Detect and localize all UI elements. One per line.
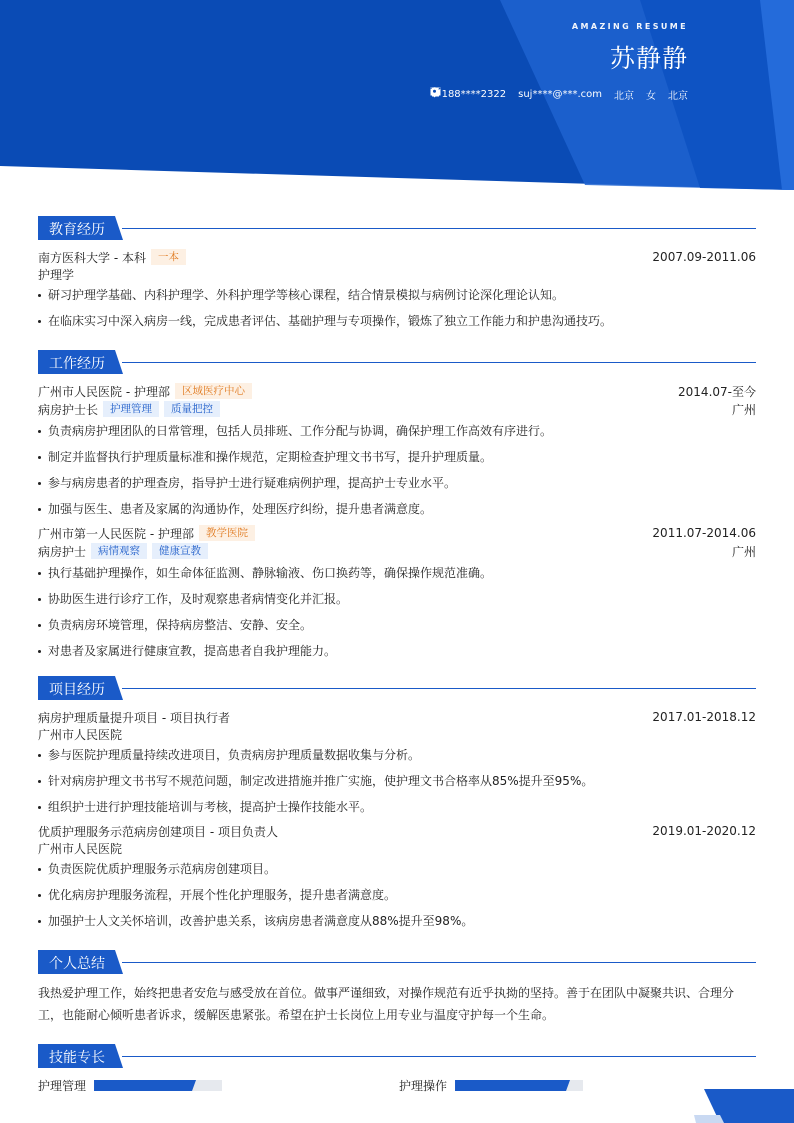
section-title: 个人总结 — [49, 956, 105, 972]
projects-heading — [38, 676, 756, 700]
section-tag — [38, 676, 123, 700]
skill-name: 护理操作 — [399, 1079, 448, 1093]
project-entry — [38, 822, 756, 934]
brand-label: AMAZING RESUME — [571, 22, 688, 31]
summary-text: 我热爱护理工作，始终把患者安危与感受放在首位。做事严谨细致，对操作规范有近乎执拗的坚持。善于在团队中凝聚共识、合理分工，也能耐心倾听患者诉求，缓解医患紧张。希望在护士长岗位上用专业与温度守护每一个生命。 — [38, 986, 735, 1022]
contact-email-text: suj****@***.com — [518, 89, 602, 100]
org-tag: 区域医疗中心 — [175, 383, 252, 399]
job-role: 病房护士长 — [38, 402, 99, 417]
education-heading — [38, 216, 756, 240]
list-item: 负责医院优质护理服务示范病房创建项目。 — [38, 856, 756, 882]
section-divider — [122, 962, 756, 963]
work-entry — [38, 382, 756, 522]
entry-date: 2007.09-2011.06 — [652, 250, 756, 264]
skill-name: 护理管理 — [38, 1079, 87, 1093]
list-item: 组织护士进行护理技能培训与考核，提高护士操作技能水平。 — [38, 794, 756, 820]
skills-section — [38, 1044, 756, 1097]
section-divider — [122, 362, 756, 363]
project-org: 广州市人民医院 — [38, 728, 123, 742]
job-city: 广州 — [731, 402, 756, 417]
list-item: 负责病房环境管理，保持病房整洁、安静、安全。 — [38, 612, 756, 638]
entry-date: 2014.07-至今 — [678, 384, 756, 399]
header-banner — [0, 0, 794, 200]
projects-section — [38, 676, 756, 934]
contact-phone — [442, 89, 507, 100]
job-role: 病房护士 — [38, 544, 87, 559]
education-section — [38, 216, 756, 334]
education-entry — [38, 248, 756, 334]
contact-location — [668, 87, 688, 102]
skill-bar — [455, 1080, 583, 1091]
skill-item — [38, 1077, 222, 1094]
org-name: 广州市第一人民医院 - 护理部 — [38, 526, 194, 541]
entry-date: 2011.07-2014.06 — [652, 526, 756, 540]
section-title: 技能专长 — [49, 1050, 105, 1066]
org-name: 广州市人民医院 - 护理部 — [38, 384, 170, 399]
contact-location-text: 北京 — [668, 91, 688, 102]
section-tag — [38, 350, 123, 374]
school-name: 南方医科大学 - 本科 — [38, 250, 146, 265]
location-icon — [430, 87, 439, 98]
contact-home — [614, 87, 634, 102]
list-item: 加强与医生、患者及家属的沟通协作，处理医疗纠纷，提升患者满意度。 — [38, 496, 756, 522]
list-item: 负责病房护理团队的日常管理，包括人员排班、工作分配与协调，确保护理工作高效有序进行。 — [38, 418, 756, 444]
entry-date: 2017.01-2018.12 — [652, 710, 756, 724]
list-item: 执行基础护理操作，如生命体征监测、静脉输液、伤口换药等，确保操作规范准确。 — [38, 560, 756, 586]
skill-item — [399, 1077, 583, 1094]
contact-bar — [430, 87, 688, 102]
project-name: 优质护理服务示范病房创建项目 - 项目负责人 — [38, 824, 278, 839]
contact-gender-text: 女 — [646, 91, 656, 102]
section-divider — [122, 228, 756, 229]
major: 护理学 — [38, 268, 75, 282]
job-city: 广州 — [731, 544, 756, 559]
skill-bar — [94, 1080, 222, 1091]
list-item: 制定并监督执行护理质量标准和操作规范，定期检查护理文书书写，提升护理质量。 — [38, 444, 756, 470]
section-tag — [38, 950, 123, 974]
list-item: 针对病房护理文书书写不规范问题，制定改进措施并推广实施，使护理文书合格率从85%提升至95%。 — [38, 768, 756, 794]
work-heading — [38, 350, 756, 374]
project-entry — [38, 708, 756, 820]
contact-home-text: 北京 — [614, 91, 634, 102]
list-item: 协助医生进行诊疗工作，及时观察患者病情变化并汇报。 — [38, 586, 756, 612]
list-item: 对患者及家属进行健康宣教，提高患者自我护理能力。 — [38, 638, 756, 664]
list-item: 参与病房患者的护理查房，指导护士进行疑难病例护理，提高护士专业水平。 — [38, 470, 756, 496]
list-item: 在临床实习中深入病房一线，完成患者评估、基础护理与专项操作，锻炼了独立工作能力和护患沟通技巧。 — [38, 308, 756, 334]
summary-heading — [38, 950, 756, 974]
role-tag: 质量把控 — [164, 401, 220, 417]
section-divider — [122, 688, 756, 689]
skill-fill — [94, 1080, 196, 1091]
list-item: 参与医院护理质量持续改进项目，负责病房护理质量数据收集与分析。 — [38, 742, 756, 768]
contact-phone-text: 188****2322 — [441, 89, 507, 100]
section-tag — [38, 216, 123, 240]
project-org: 广州市人民医院 — [38, 842, 123, 856]
summary-section — [38, 950, 756, 1026]
contact-gender — [646, 87, 656, 102]
work-entry — [38, 524, 756, 664]
list-item: 加强护士人文关怀培训，改善护患关系，该病房患者满意度从88%提升至98%。 — [38, 908, 756, 934]
candidate-name: 苏静静 — [609, 44, 688, 73]
list-item: 优化病房护理服务流程，开展个性化护理服务，提升患者满意度。 — [38, 882, 756, 908]
skills-heading — [38, 1044, 756, 1068]
org-tag: 教学医院 — [199, 525, 255, 541]
section-title: 项目经历 — [49, 682, 105, 698]
role-tag: 病情观察 — [91, 543, 147, 559]
section-title: 教育经历 — [49, 222, 105, 238]
project-name: 病房护理质量提升项目 - 项目执行者 — [38, 710, 230, 725]
contact-email — [518, 89, 602, 100]
work-section — [38, 350, 756, 664]
list-item: 研习护理学基础、内科护理学、外科护理学等核心课程，结合情景模拟与病例讨论深化理论认知。 — [38, 282, 756, 308]
entry-date: 2019.01-2020.12 — [652, 824, 756, 838]
footer-corner-decoration — [680, 1086, 794, 1123]
role-tag: 护理管理 — [103, 401, 159, 417]
section-title: 工作经历 — [49, 356, 105, 372]
role-tag: 健康宣教 — [152, 543, 208, 559]
section-tag — [38, 1044, 123, 1068]
skill-fill — [455, 1080, 570, 1091]
section-divider — [122, 1056, 756, 1057]
school-tag: 一本 — [151, 249, 186, 265]
